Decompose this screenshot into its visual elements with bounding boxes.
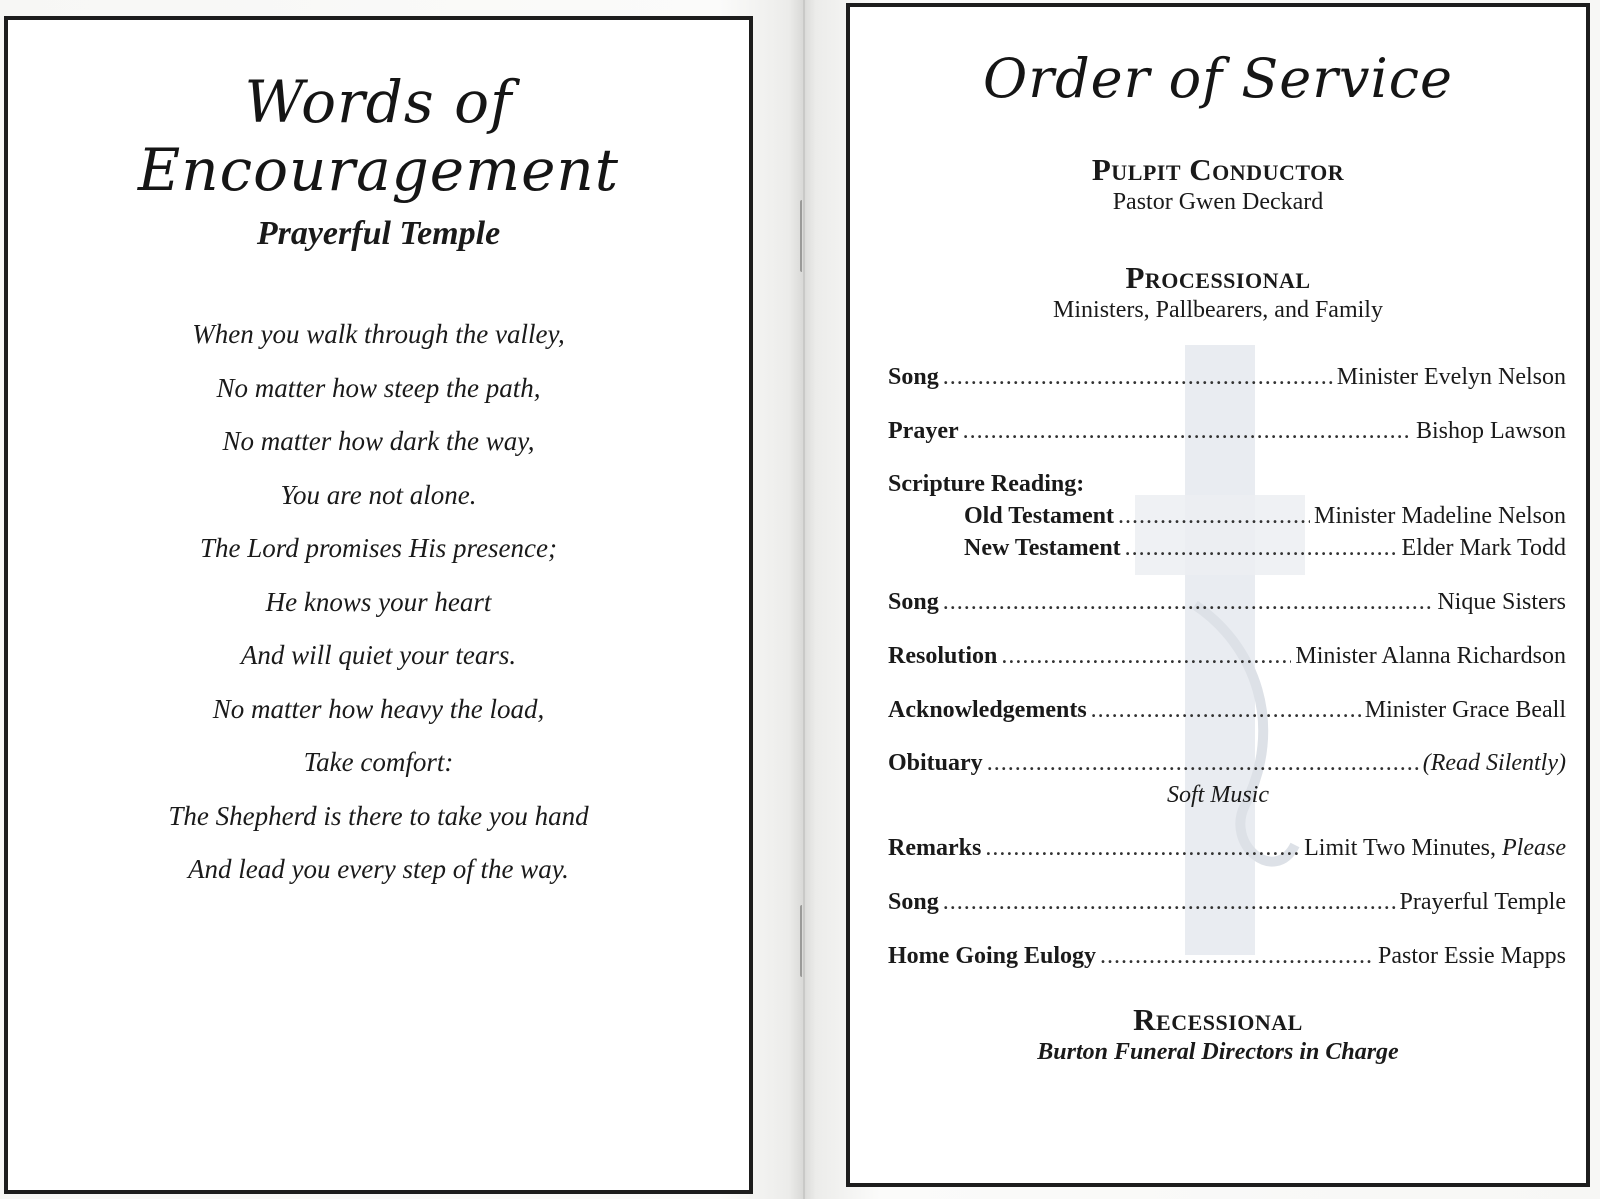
item-value: Minister Madeline Nelson	[1314, 503, 1566, 529]
item-value: Elder Mark Todd	[1401, 535, 1566, 561]
item-label: Home Going Eulogy	[888, 943, 1097, 969]
poem-line: No matter how dark the way,	[222, 426, 535, 456]
processional-detail: Ministers, Pallbearers, and Family	[1053, 297, 1383, 323]
service-item-song-2	[888, 587, 1566, 617]
poem-line: He knows your heart	[265, 586, 492, 617]
item-value: Bishop Lawson	[1416, 418, 1566, 444]
leader-dots	[943, 587, 1434, 617]
service-item-song-1	[888, 362, 1566, 392]
recessional-title: Recessional	[1133, 1002, 1303, 1037]
leader-dots	[985, 833, 1300, 863]
item-value: Nique Sisters	[1437, 589, 1566, 615]
item-value: Minister Alanna Richardson	[1295, 643, 1566, 669]
service-item-acknowledgements	[888, 695, 1566, 725]
service-item-obituary	[888, 748, 1566, 778]
staple-bottom	[800, 905, 808, 977]
leader-dots	[1091, 695, 1361, 725]
leader-dots	[1100, 941, 1374, 971]
poem-line: No matter how heavy the load,	[212, 693, 545, 724]
recessional-detail: Burton Funeral Directors in Charge	[1037, 1039, 1399, 1065]
poem-line: Take comfort:	[303, 747, 454, 777]
pulpit-conductor-section	[850, 153, 1586, 217]
leader-dots	[963, 416, 1412, 446]
item-label: Song	[888, 589, 939, 615]
scripture-reading-label: Scripture Reading:	[888, 471, 1085, 497]
processional-title: Processional	[1125, 260, 1311, 295]
left-page	[4, 16, 753, 1194]
leader-dots	[943, 887, 1396, 917]
staple-top	[800, 200, 808, 272]
right-page	[846, 3, 1590, 1187]
item-value: Prayerful Temple	[1399, 889, 1566, 915]
poem-line: When you walk through the valley,	[192, 319, 565, 349]
item-label: Song	[888, 364, 939, 390]
poem-line: No matter how steep the path,	[216, 372, 541, 403]
poem-line: And lead you every step of the way.	[188, 854, 569, 884]
leader-dots	[943, 362, 1333, 392]
service-item-old-testament	[964, 501, 1566, 531]
service-item-eulogy	[888, 941, 1566, 971]
item-label: Old Testament	[964, 503, 1115, 529]
item-value	[1304, 833, 1566, 863]
processional-section	[850, 261, 1586, 325]
poem-lines	[8, 308, 749, 897]
poem-line: The Shepherd is there to take you hand	[168, 800, 589, 831]
poem-title: Prayerful Temple	[256, 215, 501, 252]
pulpit-conductor-title: Pulpit Conductor	[1091, 152, 1345, 187]
item-label: Prayer	[888, 418, 959, 444]
item-label: New Testament	[964, 535, 1121, 561]
recessional-section	[850, 1003, 1586, 1067]
item-label: Remarks	[888, 835, 982, 861]
poem-line: And will quiet your tears.	[240, 640, 517, 670]
service-item-song-3	[888, 887, 1566, 917]
leader-dots	[1125, 533, 1398, 563]
words-of-encouragement-heading: Words of Encouragement	[137, 68, 620, 204]
remarks-value-text: Limit Two Minutes,	[1304, 835, 1503, 861]
item-value: Minister Grace Beall	[1364, 697, 1566, 723]
pulpit-conductor-name: Pastor Gwen Deckard	[1112, 189, 1324, 215]
service-item-new-testament	[964, 533, 1566, 563]
soft-music-note: Soft Music	[1167, 782, 1269, 808]
service-item-resolution	[888, 641, 1566, 671]
leader-dots	[987, 748, 1419, 778]
service-item-remarks	[888, 833, 1566, 863]
item-value: (Read Silently)	[1422, 750, 1566, 776]
poem-line: You are not alone.	[280, 479, 477, 510]
service-item-prayer	[888, 416, 1566, 446]
item-label: Resolution	[888, 643, 998, 669]
order-of-service-heading: Order of Service	[983, 47, 1453, 110]
item-value: Pastor Essie Mapps	[1378, 943, 1566, 969]
item-label: Obituary	[888, 750, 983, 776]
item-label: Acknowledgements	[888, 697, 1087, 723]
leader-dots	[1001, 641, 1291, 671]
center-fold	[803, 0, 805, 1199]
item-value: Minister Evelyn Nelson	[1336, 364, 1566, 390]
remarks-value-italic: Please	[1502, 835, 1566, 861]
item-label: Song	[888, 889, 939, 915]
leader-dots	[1118, 501, 1310, 531]
poem-line: The Lord promises His presence;	[200, 533, 557, 563]
